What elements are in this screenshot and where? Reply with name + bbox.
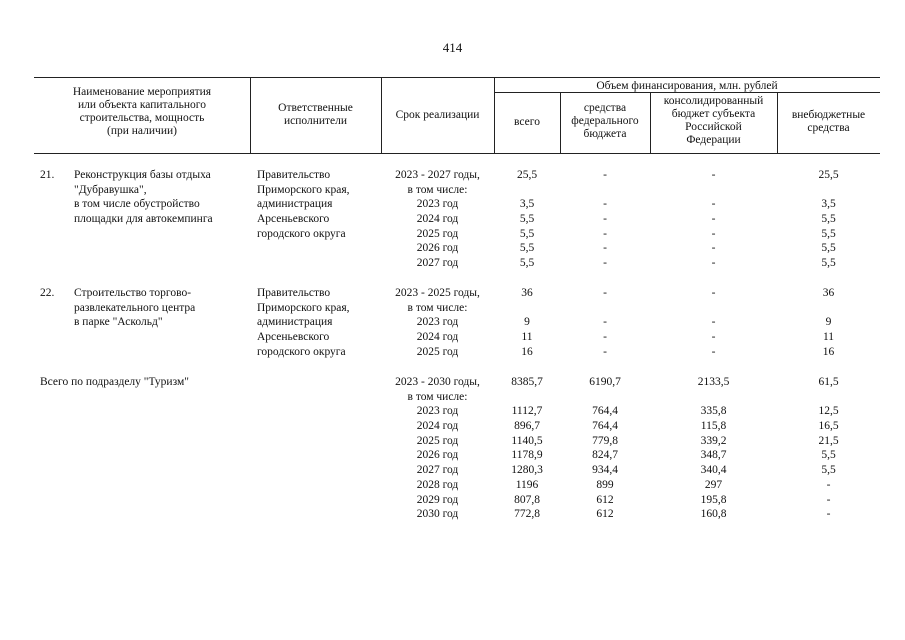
cell-name <box>40 375 340 390</box>
cell-line: 2027 год <box>416 464 459 477</box>
cell-line: 2024 год <box>416 213 459 226</box>
cell-line: - <box>603 242 607 255</box>
cell-line: 2023 - 2030 годы, <box>395 376 480 388</box>
cell-line: 5,5 <box>821 213 836 226</box>
cell-line: 5,5 <box>519 227 535 240</box>
cell-line <box>650 301 777 316</box>
header-term: Срок реализации <box>395 109 480 121</box>
cell-line: 340,4 <box>700 464 727 477</box>
cell-line: 3,5 <box>821 198 836 211</box>
cell-line: 612 <box>596 508 614 521</box>
cell-line: - <box>603 227 607 240</box>
cell-line: - <box>826 493 831 506</box>
cell-line <box>777 183 880 198</box>
cell-federal <box>560 286 650 359</box>
header-name: Наименование мероприятия или объекта капитального строительства, мощность (при наличии) <box>72 86 212 137</box>
cell-line: 5,5 <box>519 213 535 226</box>
cell-line: 772,8 <box>514 508 540 521</box>
cell-line: Всего по подразделу "Туризм" <box>40 376 189 388</box>
cell-line <box>650 183 777 198</box>
cell-line: - <box>711 169 716 181</box>
page-number: 414 <box>442 40 463 55</box>
cell-line: - <box>603 169 607 181</box>
cell-line: 5,5 <box>821 449 836 462</box>
cell-line: 160,8 <box>700 508 727 521</box>
cell-federal <box>560 375 650 522</box>
cell-line: 5,5 <box>821 464 836 477</box>
cell-line <box>650 390 777 405</box>
cell-line: - <box>711 316 716 329</box>
cell-line: - <box>603 198 607 211</box>
cell-line: 2024 год <box>416 420 459 433</box>
cell-line: - <box>826 478 831 491</box>
cell-line: 2030 год <box>416 508 459 521</box>
cell-line: 25,5 <box>516 169 538 181</box>
cell-line: 1196 <box>515 478 539 491</box>
cell-line: 21,5 <box>818 434 839 447</box>
cell-line: Реконструкция базы отдыха <box>74 169 211 181</box>
cell-line: - <box>603 316 607 329</box>
cell-line: Правительство <box>257 169 331 181</box>
cell-line: 824,7 <box>592 449 618 462</box>
cell-line: 61,5 <box>818 376 839 388</box>
cell-line: 764,4 <box>592 405 618 418</box>
cell-line: в том числе: <box>407 301 468 314</box>
cell-line: 12,5 <box>818 405 839 418</box>
cell-line: - <box>711 287 716 299</box>
cell-line: 2023 - 2025 годы, <box>395 287 480 299</box>
cell-consolidated <box>650 375 777 522</box>
cell-term <box>381 375 494 522</box>
cell-line: 297 <box>704 478 723 491</box>
cell-line: городского округа <box>257 345 346 358</box>
cell-line: 2026 год <box>416 449 459 462</box>
cell-line: в парке "Аскольд" <box>74 316 163 329</box>
header-consolidated: консолидированный бюджет субъекта Российской Федерации <box>663 95 764 146</box>
cell-total <box>494 375 560 522</box>
cell-line: в том числе: <box>407 183 468 196</box>
cell-line: администрация <box>257 316 333 329</box>
cell-line: 2023 год <box>416 316 459 329</box>
cell-line: - <box>711 227 716 240</box>
cell-line: - <box>711 242 716 255</box>
cell-line: 1280,3 <box>511 464 543 477</box>
cell-line: 339,2 <box>700 434 727 447</box>
cell-line: 1140,5 <box>511 434 543 447</box>
cell-line <box>560 390 650 405</box>
header-total: всего <box>514 116 540 128</box>
cell-line: - <box>711 198 716 211</box>
cell-line: 36 <box>521 287 533 299</box>
header-bottom-rule <box>34 153 880 154</box>
cell-line: 11 <box>822 331 835 344</box>
cell-line: Приморского края, <box>257 183 350 196</box>
row-number: 21. <box>40 169 55 181</box>
cell-line <box>777 390 880 405</box>
cell-line <box>560 183 650 198</box>
cell-line: - <box>603 257 607 270</box>
cell-line: - <box>603 345 607 358</box>
cell-line: городского округа <box>257 227 346 240</box>
cell-line: 5,5 <box>519 257 535 270</box>
cell-extra <box>777 375 880 522</box>
cell-line: - <box>711 213 716 226</box>
cell-line: 2023 год <box>416 198 459 211</box>
cell-line: Строительство торгово- <box>74 287 192 299</box>
cell-line: 2025 год <box>416 434 459 447</box>
cell-line: - <box>826 508 831 521</box>
cell-total <box>494 168 560 271</box>
cell-line: 16 <box>822 345 835 358</box>
cell-line: развлекательного центра <box>74 301 196 314</box>
cell-line: 5,5 <box>821 257 836 270</box>
cell-consolidated <box>650 286 777 359</box>
cell-line: 195,8 <box>700 493 727 506</box>
cell-line: Арсеньевского <box>257 331 330 344</box>
cell-line: 16 <box>521 345 533 358</box>
header-federal: средства федерального бюджета <box>571 102 639 140</box>
cell-line: - <box>603 287 607 299</box>
cell-line: - <box>603 213 607 226</box>
cell-line: в том числе: <box>407 390 468 403</box>
cell-line: администрация <box>257 198 333 211</box>
cell-line: 2133,5 <box>697 376 730 388</box>
cell-line: "Дубравушка", <box>74 183 147 196</box>
cell-line: 348,7 <box>700 449 727 462</box>
cell-resp <box>257 286 381 359</box>
cell-line <box>494 390 560 405</box>
cell-name <box>74 286 250 330</box>
cell-line: 6190,7 <box>589 376 621 388</box>
cell-line: 779,8 <box>592 434 618 447</box>
cell-federal <box>560 168 650 271</box>
table-top-rule <box>34 77 880 78</box>
cell-extra <box>777 286 880 359</box>
cell-line: 899 <box>596 478 614 491</box>
cell-line: 2023 год <box>416 405 459 418</box>
header-responsible: Ответственные исполнители <box>278 102 353 127</box>
cell-line: - <box>711 257 716 270</box>
cell-line: 335,8 <box>700 405 727 418</box>
cell-line: Приморского края, <box>257 301 350 314</box>
cell-line <box>560 301 650 316</box>
header-extra: внебюджетные средства <box>791 109 866 134</box>
cell-line: 2026 год <box>416 242 459 255</box>
cell-line: 5,5 <box>821 227 836 240</box>
cell-line: 2025 год <box>416 227 459 240</box>
cell-total <box>494 286 560 359</box>
cell-line: 2023 - 2027 годы, <box>395 169 480 181</box>
cell-line: 3,5 <box>519 198 535 211</box>
cell-line: площадки для автокемпинга <box>74 213 213 226</box>
cell-line: 9 <box>524 316 530 329</box>
cell-line <box>494 301 560 316</box>
cell-line: 11 <box>521 331 533 344</box>
cell-line: - <box>711 345 716 358</box>
cell-line: 25,5 <box>818 169 839 181</box>
cell-line: 934,4 <box>592 464 618 477</box>
cell-line: 807,8 <box>514 493 540 506</box>
cell-line <box>494 183 560 198</box>
cell-line: Арсеньевского <box>257 213 330 226</box>
row-number: 22. <box>40 287 55 299</box>
cell-line: 115,8 <box>700 420 727 433</box>
cell-line: в том числе обустройство <box>74 198 200 211</box>
cell-line: 1112,7 <box>511 405 543 418</box>
cell-extra <box>777 168 880 271</box>
cell-term <box>381 286 494 359</box>
cell-line: 36 <box>822 287 835 299</box>
cell-line: - <box>711 331 716 344</box>
cell-line: 16,5 <box>818 420 839 433</box>
cell-line: 612 <box>596 493 614 506</box>
cell-line: Правительство <box>257 287 331 299</box>
cell-term <box>381 168 494 271</box>
cell-line: 2025 год <box>416 345 459 358</box>
cell-line: 2029 год <box>416 493 459 506</box>
cell-line: 8385,7 <box>511 376 543 388</box>
cell-line: 5,5 <box>821 242 836 255</box>
cell-line <box>777 301 880 316</box>
cell-line: - <box>603 331 607 344</box>
cell-line: 2024 год <box>416 331 459 344</box>
cell-name <box>74 168 250 227</box>
cell-line: 896,7 <box>514 420 540 433</box>
cell-line: 764,4 <box>592 420 618 433</box>
cell-line: 5,5 <box>519 242 535 255</box>
cell-line: 2028 год <box>416 478 459 491</box>
header-funding-group: Объем финансирования, млн. рублей <box>596 80 778 92</box>
cell-resp <box>257 168 381 241</box>
cell-consolidated <box>650 168 777 271</box>
cell-line: 9 <box>825 316 832 329</box>
cell-line: 1178,9 <box>511 449 543 462</box>
cell-line: 2027 год <box>416 257 459 270</box>
